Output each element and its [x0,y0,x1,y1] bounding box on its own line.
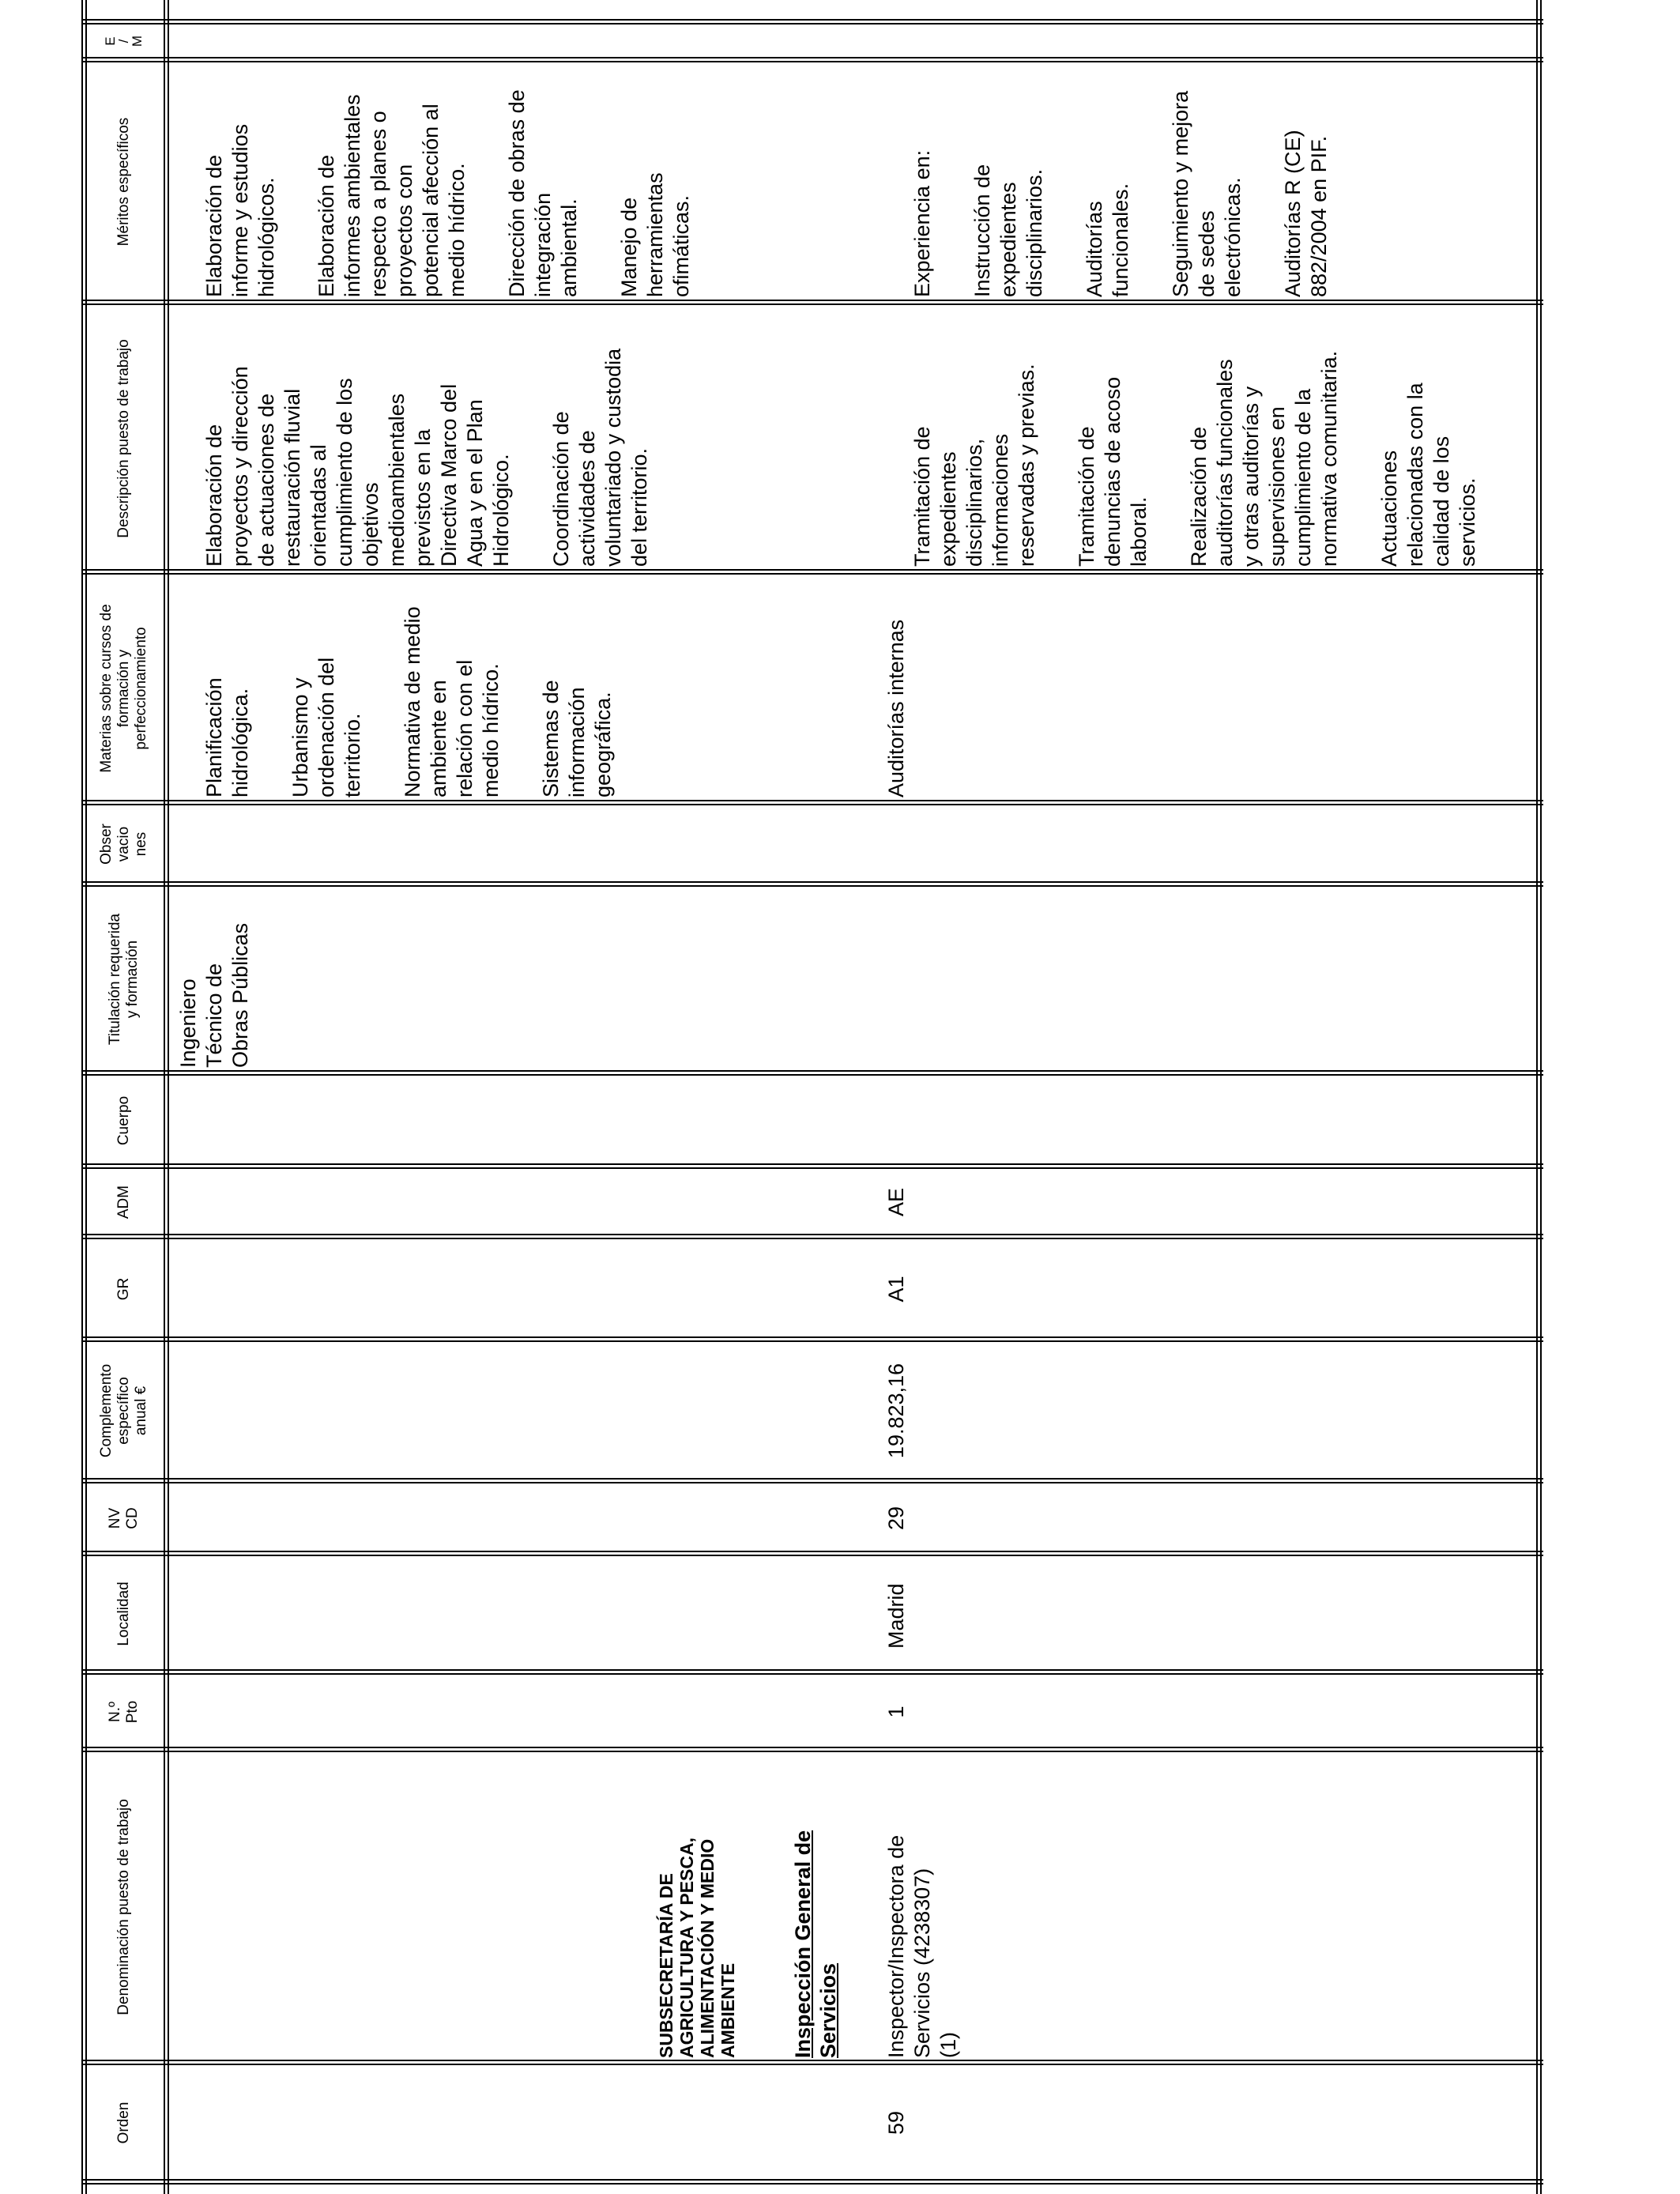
header-nv-cd: NV CD [106,1507,141,1529]
header-orden: Orden [115,2102,132,2144]
row-complemento: 19.823,16 [884,1363,908,1459]
prev-materias [175,576,650,797]
section-org-heading: SUBSECRETARÍA DE AGRICULTURA Y PESCA, ALIMENTACIÓN Y MEDIO AMBIENTE [656,1837,738,2058]
row-descripcion-item: Tramitación de expedientes disciplinarios, informaciones reservadas y previas. [910,364,1038,567]
row-nv-cd: 29 [884,1506,908,1531]
row-localidad: Madrid [884,1583,908,1649]
prev-materias-item: Urbanismo y ordenación del territorio. [288,657,364,797]
prev-meritos-item: Dirección de obras de integración ambiental. [505,89,581,297]
row-materias: Auditorías internas [884,619,908,797]
prev-meritos-item: Elaboración de informes ambientales respecto a planes o proyectos con potencial afección al medio hídrico. [315,94,469,297]
prev-materias-item: Planificación hidrológica. [202,677,252,797]
row-descripcion-item: Actuaciones relacionadas con la calidad de los servicios. [1377,383,1479,567]
table-right-rule [1536,0,1538,2194]
prev-materias-item: Normativa de medio ambiente en relación con el medio hídrico. [401,606,503,797]
prev-meritos [175,63,729,297]
row-adm: AE [884,1187,908,1217]
table-right-rule-inner [1540,0,1542,2194]
table-top-rule [81,0,83,2194]
row-orden: 59 [884,2110,908,2136]
header-observaciones: Obser vacio nes [97,824,149,865]
row-denominacion: Inspector/Inspectora de Servicios (4238307) (1) [884,1834,960,2058]
header-cuerpo: Cuerpo [115,1095,132,1146]
header-denominacion: Denominación puesto de trabajo [115,1799,132,2015]
prev-meritos-item: Manejo de herramientas ofimáticas. [617,172,693,297]
prev-descripcion-item: Coordinación de actividades de voluntariado y custodia del territorio. [549,348,651,567]
row-meritos-item: Instrucción de expedientes disciplinarios. [970,164,1046,297]
prev-descripcion [175,306,687,567]
section-unit-heading: Inspección General de Servicios [791,1830,840,2058]
header-gr: GR [115,1277,132,1301]
prev-materias-item: Sistemas de información geográfica. [539,680,615,797]
header-bottom-rule [164,0,165,2194]
header-em: E / M [103,35,145,47]
prev-meritos-item: Elaboración de informe y estudios hidrológicos. [202,123,278,297]
row-meritos-item: Auditorías R (CE) 882/2004 en PIF. [1281,130,1331,297]
header-descripcion: Descripción puesto de trabajo [115,339,132,538]
row-meritos-item: Auditorías funcionales. [1083,183,1132,297]
header-localidad: Localidad [115,1581,132,1646]
row-n-pto: 1 [884,1706,908,1718]
header-meritos: Méritos específicos [115,117,132,247]
prev-descripcion-item: Elaboración de proyectos y dirección de actuaciones de restauración fluvial orientadas al cumplimiento de los objetivos medioambientales previstos en la Directiva Marco del Agua y en el Plan Hidrológico. [202,366,513,567]
header-n-pto: N.º Pto [106,1700,141,1724]
row-descripcion [883,306,1515,567]
header-materias: Materias sobre cursos de formación y perfeccionamiento [97,604,149,773]
row-meritos [883,63,1366,297]
row-gr: A1 [884,1276,908,1302]
row-meritos-item: Experiencia en: [910,149,934,297]
header-complemento: Complemento específico anual € [97,1363,149,1458]
header-adm: ADM [115,1185,132,1220]
row-descripcion-item: Realización de auditorías funcionales y otras auditorías y supervisiones en cumplimiento de la normativa comunitaria. [1187,350,1341,567]
row-meritos-item: Seguimiento y mejora de sedes electrónicas. [1169,90,1245,297]
header-titulacion: Titulación requerida y formación [106,913,141,1046]
row-descripcion-item: Tramitación de denuncias de acoso laboral. [1075,376,1151,567]
prev-titulacion: Ingeniero Técnico de Obras Públicas [176,922,252,1068]
header-bottom-rule-inner [168,0,169,2194]
